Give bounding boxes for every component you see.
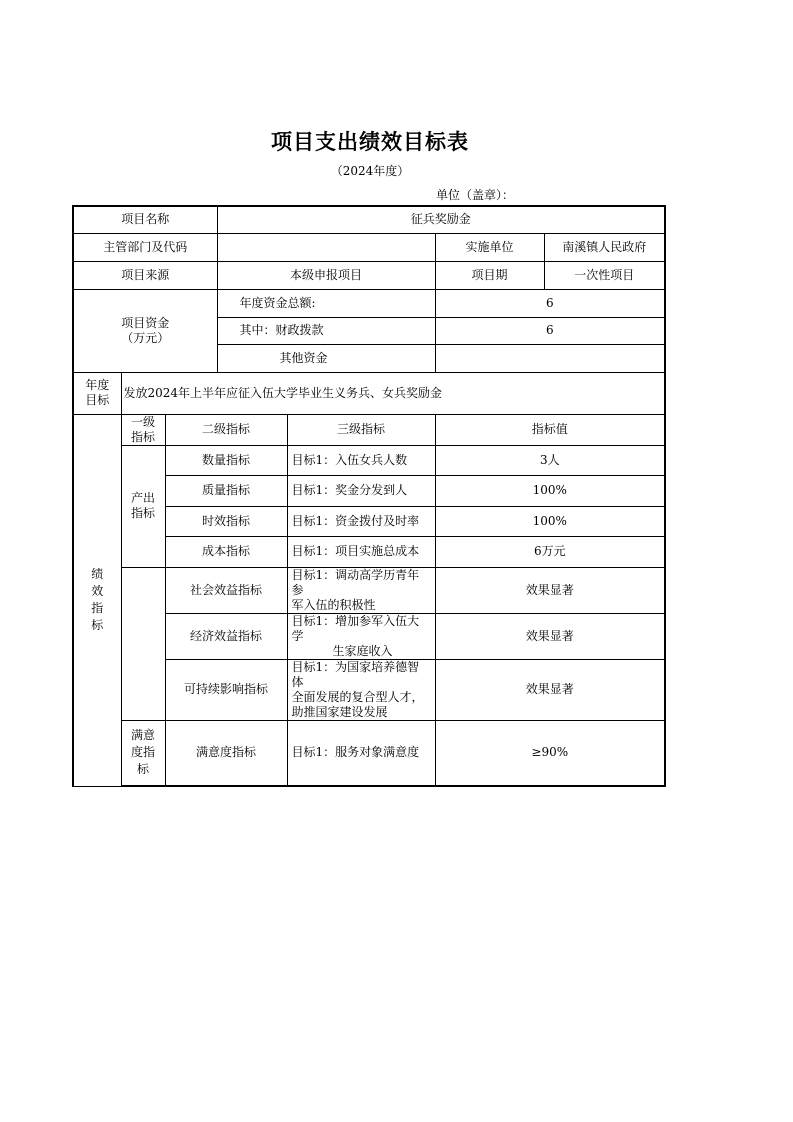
annual-goal-label [73,372,121,414]
level3-cell: 目标1：资金拨付及时率 [287,506,435,536]
source-row [73,261,665,289]
indicator-value-cell: 效果显著 [435,659,665,720]
funds-total-label: 年度资金总额: [217,289,435,317]
level2-cell: 成本指标 [165,536,287,567]
level3-cell: 目标1：项目实施总成本 [287,536,435,567]
level3-line: 目标1：为国家培养德智体 [291,659,420,689]
dept-value [217,233,435,261]
level2-cell: 数量指标 [165,445,287,475]
period-label: 项目期 [435,261,544,289]
level2-cell: 质量指标 [165,475,287,506]
indicator-value-cell: ≥90% [435,720,665,786]
impl-unit-value: 南溪镇人民政府 [544,233,665,261]
funds-label-line1: 项目资金 [121,315,170,330]
level2-cell: 满意度指标 [165,720,287,786]
benefit-indicator-label [121,567,165,720]
level3-cell: 目标1：奖金分发到人 [287,475,435,506]
funds-total-row [73,289,665,317]
funds-fiscal-value: 6 [435,317,665,344]
dept-label: 主管部门及代码 [73,233,217,261]
indicator-value-cell: 效果显著 [435,567,665,613]
performance-table [72,205,666,787]
project-name-row [73,206,665,233]
funds-other-value [435,344,665,372]
table-row [73,720,665,786]
level3-header: 三级指标 [287,414,435,445]
level3-line: 全面发展的复合型人才， [291,689,424,704]
level3-line: 生家庭收入 [332,643,393,658]
table-row [73,445,665,475]
performance-indicators-label [73,414,121,786]
annual-goal-row [73,372,665,414]
funds-fiscal-label: 其中：财政拨款 [217,317,435,344]
level1-header-line1: 一级 [130,414,155,429]
unit-seal-label: 单位（盖章）： [436,188,515,202]
funds-label [73,289,217,372]
level3-cell [287,567,435,613]
output-indicator-line2: 指标 [130,506,155,520]
level2-cell: 经济效益指标 [165,613,287,659]
indicator-value-cell: 6万元 [435,536,665,567]
indicator-header-row [73,414,665,445]
level3-line: 目标1：增加参军入伍大学 [291,613,420,643]
level3-cell [287,659,435,720]
impl-unit-label: 实施单位 [435,233,544,261]
indicator-value-cell: 100% [435,475,665,506]
performance-indicators-text: 绩效指标 [91,567,104,632]
level3-cell: 目标1：入伍女兵人数 [287,445,435,475]
level3-line: 军入伍的积极性 [291,597,376,612]
funds-total-value: 6 [435,289,665,317]
indicator-value-header: 指标值 [435,414,665,445]
level3-line: 目标1：调动高学历青年参 [291,567,420,597]
dept-row [73,233,665,261]
level3-cell [287,613,435,659]
period-value: 一次性项目 [544,261,665,289]
indicator-value-cell: 100% [435,506,665,536]
source-value: 本级申报项目 [217,261,435,289]
annual-goal-text: 发放2024年上半年应征入伍大学毕业生义务兵、女兵奖励金 [121,372,665,414]
source-label: 项目来源 [73,261,217,289]
level1-header [121,414,165,445]
satisfaction-indicator-text: 满意度指标 [130,728,155,777]
level1-header-line2: 指标 [130,429,155,444]
annual-goal-label-line2: 目标 [85,393,110,407]
page-title: 项目支出绩效目标表 [271,130,469,154]
level2-cell: 可持续影响指标 [165,659,287,720]
annual-goal-label-line1: 年度 [85,378,110,392]
funds-label-line2: （万元） [121,330,170,345]
level2-cell: 社会效益指标 [165,567,287,613]
project-name-value: 征兵奖励金 [217,206,665,233]
output-indicator-label [121,445,165,567]
level2-cell: 时效指标 [165,506,287,536]
funds-other-label: 其他资金 [217,344,435,372]
level3-cell: 目标1：服务对象满意度 [287,720,435,786]
level3-line: 助推国家建设发展 [291,704,388,719]
satisfaction-indicator-label [121,720,165,786]
output-indicator-line1: 产出 [130,491,155,505]
indicator-value-cell: 3人 [435,445,665,475]
year-subtitle: （2024年度） [330,164,410,178]
level2-header: 二级指标 [165,414,287,445]
indicator-value-cell: 效果显著 [435,613,665,659]
table-row [73,567,665,613]
project-name-label: 项目名称 [73,206,217,233]
